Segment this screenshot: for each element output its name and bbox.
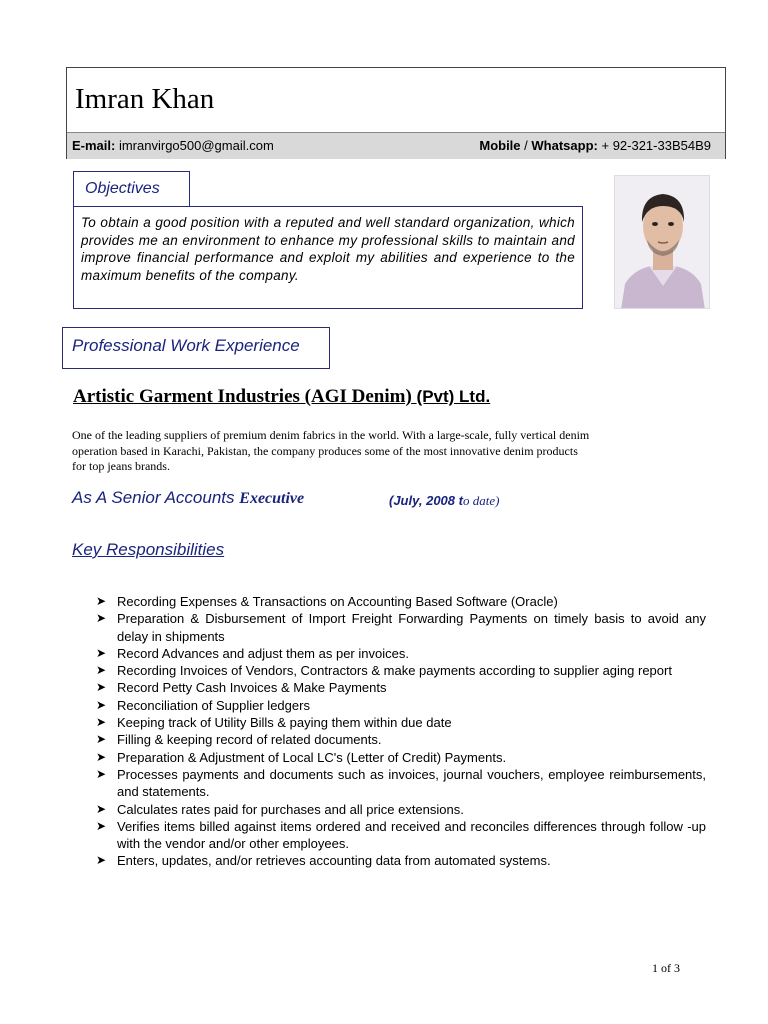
mobile-label: Mobile [479,138,521,153]
arrow-bullet-icon: ➤ [96,801,107,816]
company-suffix: (Pvt) Ltd. [416,387,491,406]
list-item-text: Reconciliation of Supplier ledgers [117,697,310,713]
responsibilities-list [96,593,706,870]
arrow-bullet-icon: ➤ [96,645,107,660]
objectives-box [73,206,583,309]
email-line [72,133,274,159]
company-name: Artistic Garment Industries (AGI Denim) [73,386,412,407]
list-item [96,714,706,731]
contact-bar [67,132,725,159]
list-item-text: Record Petty Cash Invoices & Make Payments [117,680,387,696]
list-item [96,766,706,801]
list-item-text: Recording Expenses & Transactions on Accounting Based Software (Oracle) [117,594,558,609]
list-item [96,697,706,714]
arrow-bullet-icon: ➤ [96,818,107,833]
list-item-text: Record Advances and adjust them as per invoices. [117,645,409,661]
arrow-bullet-icon: ➤ [96,697,107,712]
phone-line [479,133,711,159]
arrow-bullet-icon: ➤ [96,749,107,764]
whatsapp-label: Whatsapp: [531,138,598,153]
email-value[interactable]: imranvirgo500@gmail.com [118,138,274,153]
list-item-text: Preparation & Adjustment of Local LC's (Letter of Credit) Payments. [117,749,507,765]
page-number: 1 of 3 [652,961,680,975]
arrow-bullet-icon: ➤ [96,611,107,626]
job-dates-prefix: (July, 2008 t [389,493,463,508]
profile-photo-image [615,176,710,309]
work-experience-heading: Professional Work Experience [62,327,330,369]
email-label: E-mail: [72,138,116,153]
objectives-heading: Objectives [73,171,190,207]
job-role-suffix: Executive [239,490,305,507]
list-item [96,801,706,818]
candidate-name: Imran Khan [75,83,215,115]
phone-value: + 92-321-33B54B9 [601,138,711,153]
list-item [96,610,706,645]
label-separator: / [524,138,528,153]
list-item-text: Enters, updates, and/or retrieves accounting data from automated systems. [117,853,551,869]
job-dates-suffix: o date) [462,493,500,508]
arrow-bullet-icon: ➤ [96,663,107,678]
list-item-text: Recording Invoices of Vendors, Contractors & make payments according to supplier aging report [117,663,672,679]
list-item [96,818,706,853]
objectives-text: To obtain a good position with a reputed and well standard organization, which provides me an environment to enhance my professional skills to maintain and improve financial performance and exploit my abilities and experience to the maximum benefits of the company. [81,215,575,283]
job-dates [389,493,499,509]
list-item [96,593,706,610]
arrow-bullet-icon: ➤ [96,732,107,747]
company-title [73,386,490,408]
list-item [96,749,706,766]
arrow-bullet-icon: ➤ [96,680,107,695]
list-item-text: Verifies items billed against items ordered and received and reconciles differences through follow -up with the vendor and/or other employees. [117,818,706,852]
list-item-text: Filling & keeping record of related documents. [117,732,382,748]
arrow-bullet-icon: ➤ [96,715,107,730]
job-role [72,488,304,508]
job-role-prefix: As A Senior Accounts [72,488,235,507]
list-item [96,852,706,869]
responsibilities-heading: Key Responsibilities [72,540,225,559]
list-item-text: Keeping track of Utility Bills & paying them within due date [117,715,452,731]
list-item-text: Calculates rates paid for purchases and all price extensions. [117,801,464,817]
list-item [96,662,706,679]
arrow-bullet-icon: ➤ [96,594,107,608]
header-box [66,67,726,159]
list-item-text: Preparation & Disbursement of Import Freight Forwarding Payments on timely basis to avoid any delay in shipments [117,611,706,644]
arrow-bullet-icon: ➤ [96,766,107,781]
list-item [96,645,706,662]
profile-photo [614,175,710,309]
list-item [96,731,706,748]
company-description: One of the leading suppliers of premium denim fabrics in the world. With a large-scale, fully vertical denim operation based in Karachi, Pakistan, the company produces some of the most innovative denim products for top jeans brands. [72,428,590,473]
list-item [96,679,706,696]
list-item-text: Processes payments and documents such as invoices, journal vouchers, employee reimbursements, and statements. [117,766,706,800]
arrow-bullet-icon: ➤ [96,853,107,868]
